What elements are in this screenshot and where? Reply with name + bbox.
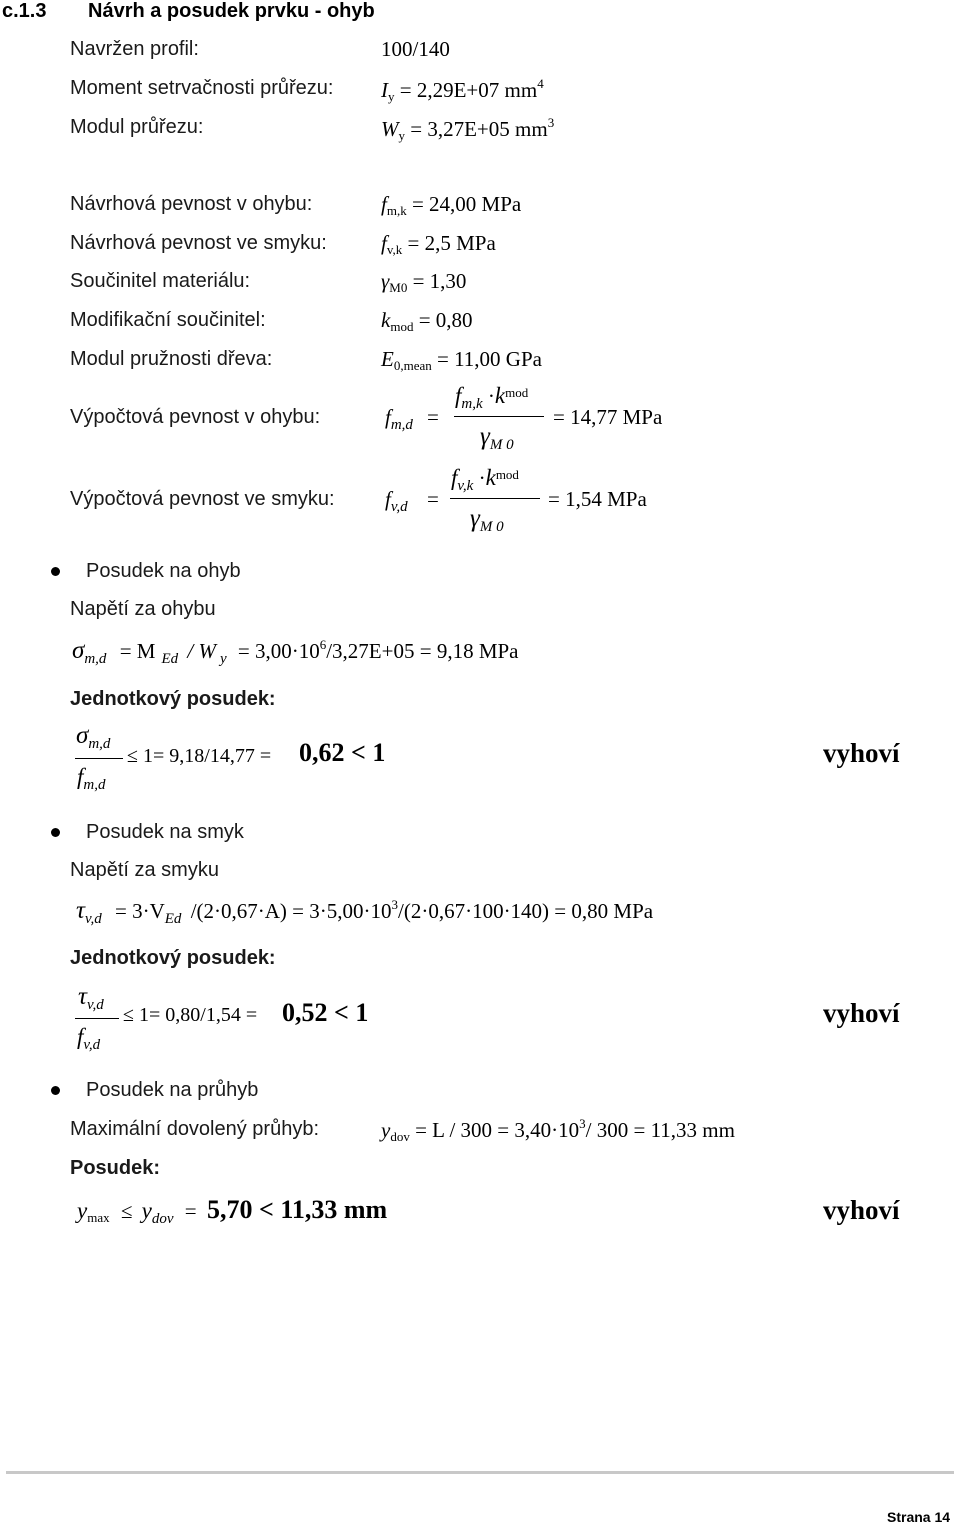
shear-stress-formula: $\tau_{v,d} = 3\cdot V_{Ed}$ $/(2\cdot 0,67\cdot A) = 3\cdot 5,00\cdot 10^3/(2\cdot 0,67\cdot 100\cdot 140) = 0,80$ MPa — [76, 897, 654, 927]
fmk-value: $f_{m,k} = 24,00$ MPa — [381, 192, 522, 218]
deflection-max-value: $y_{dov} = L / 300 = 3,40\cdot 10^3/$ 300 = 11,33 mm — [381, 1116, 735, 1144]
bending-verdict: vyhoví — [823, 738, 900, 768]
fvd-symbol: $f_{v,d}$ — [385, 487, 408, 515]
bending-check-fraction-bar — [75, 758, 123, 759]
shear-heading: Posudek na smyk — [86, 821, 244, 843]
kmod-value: $k_{mod} = 0,80$ — [381, 308, 473, 334]
section-title: Návrh a posudek prvku - ohyb — [88, 0, 375, 22]
fmk-label: Návrhová pevnost v ohybu: — [70, 193, 313, 215]
shear-check-numerator: $\tau_{v,d}$ — [78, 983, 104, 1013]
deflection-check-result: 5,70 < 11,33 mm — [207, 1195, 388, 1224]
shear-check-result: 0,52 < 1 — [282, 998, 369, 1027]
modulus-value: $W_y = 3,27E+05$ $mm^3$ — [381, 115, 555, 143]
bullet-shear — [51, 828, 60, 837]
shear-check-heading: Jednotkový posudek: — [70, 947, 276, 969]
moment-value: $I_y = 2,29E+07$ $mm^4$ — [381, 76, 544, 104]
fmd-numerator: $f_{m,k} \cdot k^{mod}$ — [455, 383, 529, 412]
gamma-value: $\gamma_{M0} = 1,30$ — [381, 269, 467, 295]
fmd-fraction-bar — [454, 416, 544, 417]
fvd-equals: = — [427, 487, 439, 511]
fvk-value: $f_{v,k} = 2,5$ MPa — [381, 231, 496, 257]
fmd-denominator: $\gamma_{M 0}$ — [480, 423, 514, 453]
shear-stress-label: Napětí za smyku — [70, 859, 219, 881]
deflection-verdict: vyhoví — [823, 1195, 900, 1225]
fvk-label: Návrhová pevnost ve smyku: — [70, 232, 327, 254]
page-number: Strana 14 — [887, 1509, 951, 1525]
fvd-denominator: $\gamma_{M 0}$ — [470, 505, 504, 535]
profile-value: 100/140 — [381, 37, 450, 61]
bending-heading: Posudek na ohyb — [86, 560, 241, 582]
fvd-label: Výpočtová pevnost ve smyku: — [70, 488, 335, 510]
shear-check-denominator: $f_{v,d}$ — [77, 1024, 101, 1053]
gamma-label: Součinitel materiálu: — [70, 270, 251, 292]
deflection-heading: Posudek na průhyb — [86, 1079, 259, 1101]
moment-label: Moment setrvačnosti průřezu: — [70, 77, 334, 99]
bullet-deflection — [51, 1086, 60, 1095]
deflection-max-label: Maximální dovolený průhyb: — [70, 1118, 320, 1140]
footer-divider — [6, 1471, 954, 1474]
E-value: $E_{0,mean} = 11,00$ GPa — [381, 347, 542, 373]
shear-verdict: vyhoví — [823, 998, 900, 1028]
bending-stress-formula: $\sigma_{m,d} = M$ $_{Ed}$ / W $_y = 3,00\cdot 10^6/3,27E+05 = 9,18$ MPa — [72, 637, 519, 667]
shear-check-fraction-bar — [75, 1018, 119, 1019]
bending-stress-label: Napětí za ohybu — [70, 598, 216, 620]
fmd-symbol: $f_{m,d}$ — [385, 405, 413, 433]
bending-check-denominator: $f_{m,d}$ — [77, 764, 106, 793]
deflection-check-heading: Posudek: — [70, 1157, 161, 1179]
fmd-result: = 14,77 MPa — [553, 405, 663, 429]
bending-check-heading: Jednotkový posudek: — [70, 688, 276, 710]
profile-label: Navržen profil: — [70, 38, 199, 60]
bending-check-numerator: $\sigma_{m,d}$ — [76, 722, 111, 752]
fmd-label: Výpočtová pevnost v ohybu: — [70, 406, 321, 428]
shear-check-expr: ≤ 1= 0,80/1,54 = — [123, 1004, 258, 1026]
fvd-fraction-bar — [450, 498, 540, 499]
modulus-label: Modul průřezu: — [70, 116, 204, 138]
E-label: Modul pružnosti dřeva: — [70, 348, 273, 370]
fmd-equals: = — [427, 405, 439, 429]
kmod-label: Modifikační součinitel: — [70, 309, 266, 331]
section-number: c.1.3 — [2, 0, 47, 22]
bending-check-expr: ≤ 1= 9,18/14,77 = — [127, 745, 272, 767]
deflection-check-expr: $y_{max} \le y_{dov}$ = — [77, 1198, 197, 1227]
fvd-numerator: $f_{v,k} \cdot k^{mod}$ — [451, 465, 519, 494]
bullet-bending — [51, 567, 60, 576]
bending-check-result: 0,62 < 1 — [299, 738, 386, 767]
fvd-result: = 1,54 MPa — [548, 487, 647, 511]
